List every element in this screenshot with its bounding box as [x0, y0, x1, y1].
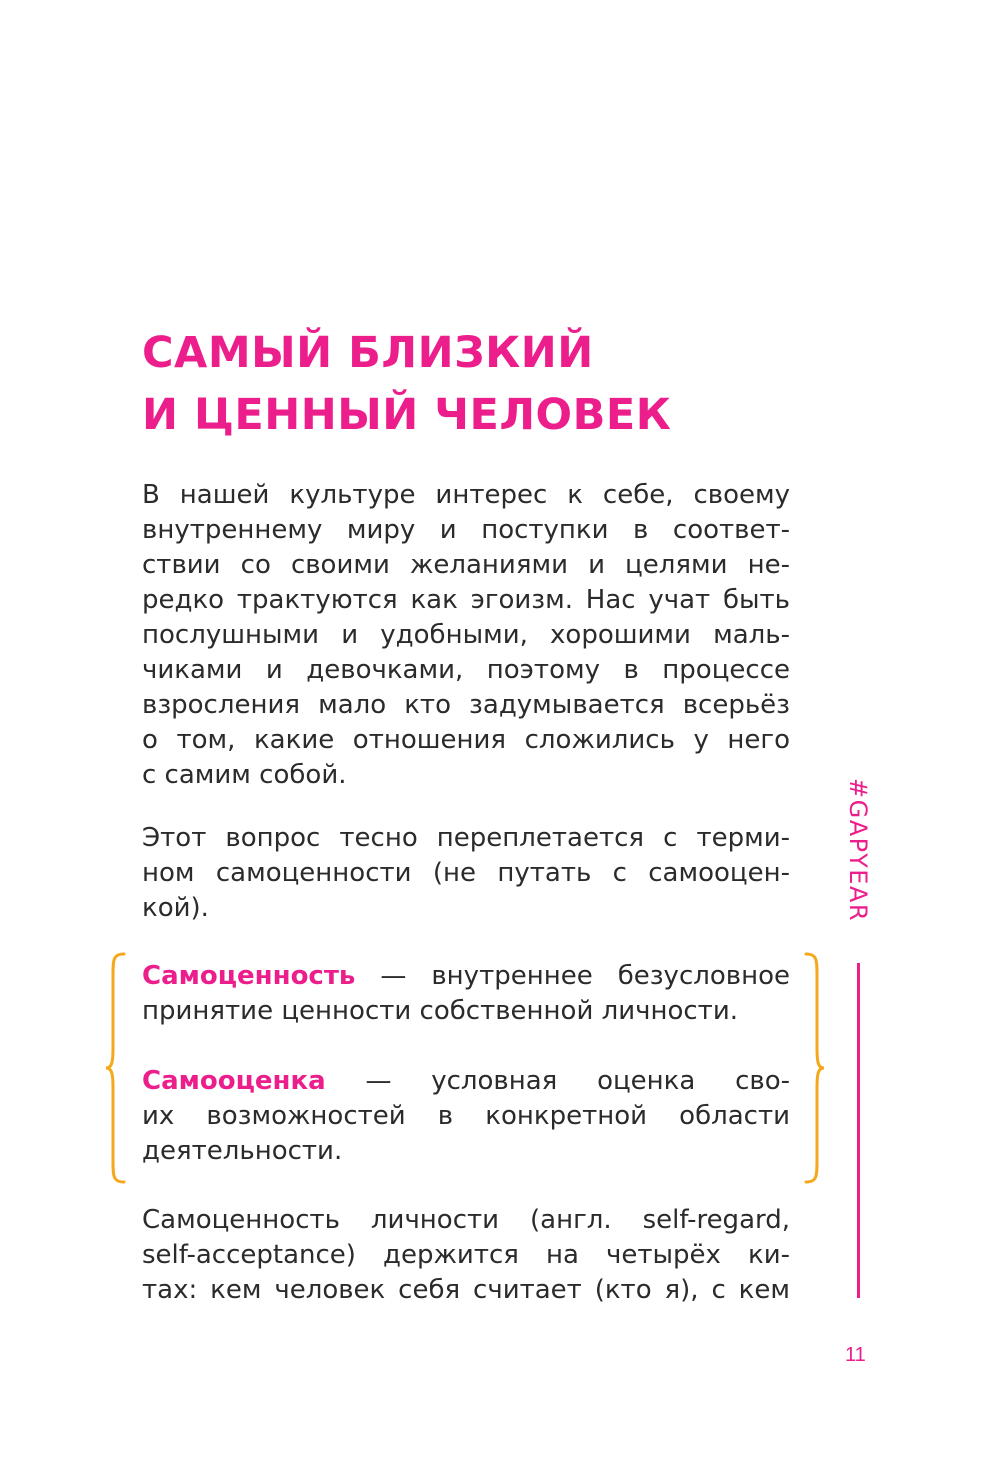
definition-term: Самооценка — [142, 1066, 326, 1096]
text-line: ном самоценности (не путать с самооцен- — [142, 858, 790, 888]
left-curly-bracket — [104, 952, 126, 1184]
text-line: Этот вопрос тесно переплетается с терми- — [142, 823, 790, 853]
text-line: о том, какие отношения сложились у него — [142, 725, 790, 755]
definition-term: Самоценность — [142, 961, 356, 991]
definition-line: деятельности. — [142, 1136, 343, 1166]
sidebar-divider — [857, 963, 860, 1298]
text-line: чиками и девочками, поэтому в процессе — [142, 655, 790, 685]
text-line: тах: кем человек себя считает (кто я), с кем — [142, 1275, 790, 1305]
definition-self-esteem — [142, 1064, 790, 1169]
text-line: Самоценность личности (англ. self-regard, — [142, 1205, 790, 1235]
section-tag: #GAPYEAR — [844, 778, 872, 922]
text-line: послушными и удобными, хорошими маль- — [142, 620, 790, 650]
chapter-title — [142, 322, 762, 446]
text-line: self-acceptance) держится на четырёх ки- — [142, 1240, 790, 1270]
text-line: редко трактуются как эгоизм. Нас учат быть — [142, 585, 790, 615]
definition-self-worth — [142, 959, 790, 1029]
right-curly-bracket — [804, 952, 826, 1184]
text-line: внутреннему миру и поступки в соответ- — [142, 515, 790, 545]
definition-text: — внутреннее безусловное — [355, 961, 790, 991]
definition-text: — условная оценка сво- — [325, 1066, 790, 1096]
definition-line — [142, 1064, 790, 1099]
text-line: В нашей культуре интерес к себе, своему — [142, 480, 790, 510]
self-regard-paragraph — [142, 1203, 790, 1308]
text-line: ствии со своими желаниями и целями не- — [142, 550, 790, 580]
chapter-title-line: САМЫЙ БЛИЗКИЙ — [142, 328, 594, 378]
text-line: взросления мало кто задумывается всерьёз — [142, 690, 790, 720]
term-paragraph — [142, 821, 790, 926]
page-number: 11 — [845, 1344, 866, 1366]
text-line: кой). — [142, 893, 209, 923]
chapter-title-line: И ЦЕННЫЙ ЧЕЛОВЕК — [142, 390, 672, 440]
definition-line — [142, 959, 790, 994]
definition-line: их возможностей в конкретной области — [142, 1101, 790, 1131]
text-line: с самим собой. — [142, 760, 347, 790]
definition-line: принятие ценности собственной личности. — [142, 996, 738, 1026]
intro-paragraph — [142, 478, 790, 793]
